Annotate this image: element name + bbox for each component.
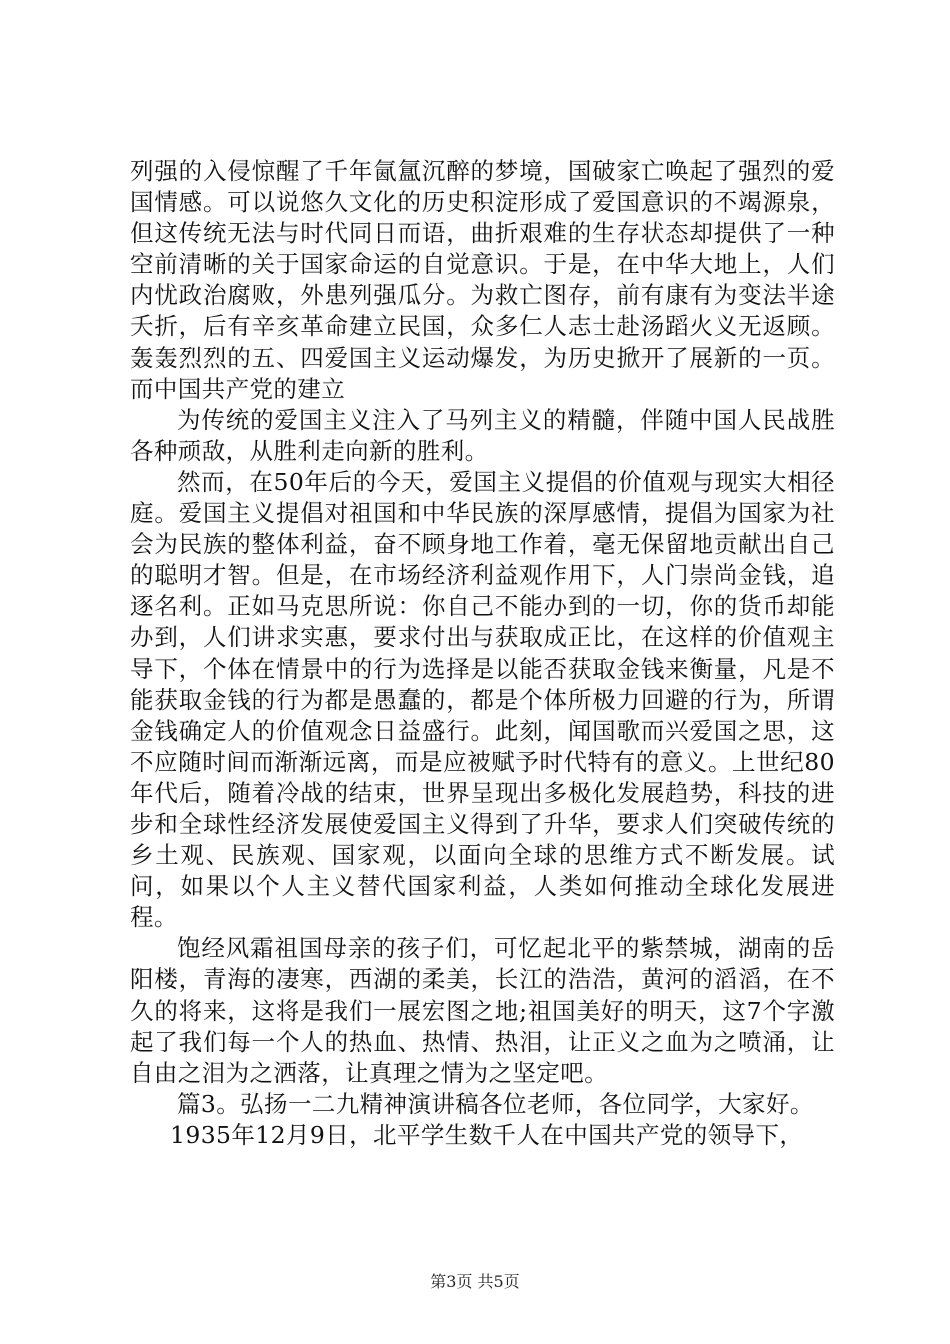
paragraph-5: 篇3。弘扬一二九精神演讲稿各位老师，各位同学，大家好。 (177, 1089, 814, 1118)
page-number-label: 第3页 共5页 (430, 1272, 520, 1291)
paragraph-1: 列强的入侵惊醒了千年氤氲沉醉的梦境，国破家亡唤起了强烈的爱国情感。可以说悠久文化的历史积淀形成了爱国意识的不竭源泉，但这传统无法与时代同日而语，曲折艰难的生存状态却提供了一种空前清晰的关于国家命运的自觉意识。于是，在中华大地上，人们内忧政治腐败，外患列强瓜分。为救亡图存，前有康有为变法半途夭折，后有辛亥革命建立民国，众多仁人志士赴汤蹈火义无返顾。轰轰烈烈的五、四爱国主义运动爆发，为历史掀开了展新的一页。而中国共产党的建立 (130, 157, 835, 403)
paragraph-3: 然而，在50年后的今天，爱国主义提倡的价值观与现实大相径庭。爱国主义提倡对祖国和中华民族的深厚感情，提倡为国家为社会为民族的整体利益，奋不顾身地工作着，毫无保留地贡献出自己的聪明才智。但是，在市场经济利益观作用下，人门崇尚金钱，追逐名利。正如马克思所说：你自己不能办到的一切，你的货币却能办到，人们讲求实惠，要求付出与获取成正比，在这样的价值观主导下，个体在情景中的行为选择是以能否获取金钱来衡量，凡是不能获取金钱的行为都是愚蠢的，都是个体所极力回避的行为，所谓金钱确定人的价值观念日益盛行。此刻，闻国歌而兴爱国之思，这不应随时间而渐渐远离，而是应被赋予时代特有的意义。上世纪80年代后，随着冷战的结束，世界呈现出多极化发展趋势，科技的进步和全球性经济发展使爱国主义得到了升华，要求人们突破传统的乡土观、民族观、国家观，以面向全球的思维方式不断发展。试问，如果以个人主义替代国家利益，人类如何推动全球化发展进程。 (130, 467, 835, 932)
paragraph-6: 1935年12月9日，北平学生数千人在中国共产党的领导下， (170, 1120, 804, 1149)
document-body (130, 156, 835, 1151)
paragraph-4: 饱经风霜祖国母亲的孩子们，可忆起北平的紫禁城，湖南的岳阳楼，青海的凄寒，西湖的柔美，长江的浩浩，黄河的滔滔，在不久的将来，这将是我们一展宏图之地;祖国美好的明天，这7个字激起了我们每一个人的热血、热情、热泪，让正义之血为之喷涌，让自由之泪为之洒落，让真理之情为之坚定吧。 (130, 934, 835, 1087)
paragraph-2: 为传统的爱国主义注入了马列主义的精髓，伴随中国人民战胜各种顽敌，从胜利走向新的胜利。 (130, 405, 835, 465)
page-footer (0, 1272, 950, 1292)
